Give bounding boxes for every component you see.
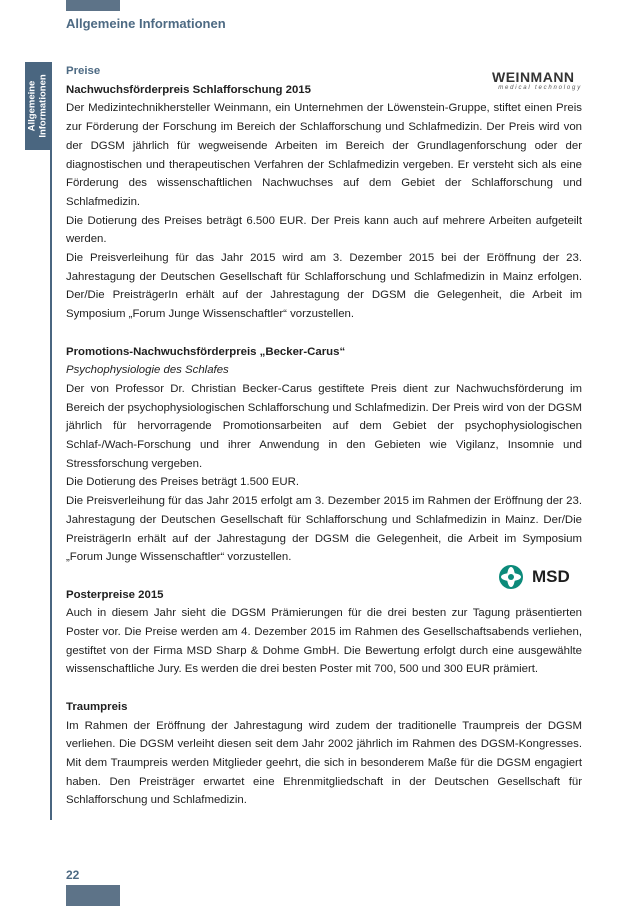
msd-logo: [496, 564, 582, 590]
side-rule: [50, 62, 52, 820]
paragraph: Im Rahmen der Eröffnung der Jahrestagung wird zudem der traditionelle Traumpreis der DGSM verliehen. Die DGSM verleiht diesen seit dem Jahr 2002 jährlich im Rahmen des DGSM-Kongresses. Mit dem Traumpreis werden Mitglieder geehrt, die sich in besonderem Maße für die DGSM engagiert haben. Den Preisträger erwartet eine Ehrenmitgliedschaft in der Deutschen Gesellschaft für Schlafforschung und Schlafmedizin.: [66, 719, 582, 807]
section-kicker: Preise: [66, 65, 101, 77]
section-title: Nachwuchsförderpreis Schlafforschung 2015: [66, 83, 311, 96]
msd-logo-name: MSD: [532, 566, 570, 586]
paragraph: Der von Professor Dr. Christian Becker-Carus gestiftete Preis dient zur Nachwuchsförderung im Bereich der psychophysiologischen Schlafforschung und Schlafmedizin. Der Preis wird von der DGSM jährlich für hervorragende Promotionsarbeiten auf dem Gebiet der psychophysiologischen Schlaf-/Wach-Forschung und ihrer Anwendung in den Gebieten wie Vigilanz, Insomnie und Stressforschung vergeben.: [66, 382, 582, 470]
page-number: 22: [66, 868, 80, 882]
page-header-title: Allgemeine Informationen: [66, 16, 226, 31]
paragraph: Die Preisverleihung für das Jahr 2015 erfolgt am 3. Dezember 2015 im Rahmen der Eröffnung der 23. Jahrestagung der Deutschen Gesellschaft für Schlafforschung und Schlafmedizin in Mainz. Der/Die PreisträgerIn erhält auf der Jahrestagung der DGSM die Gelegenheit, die Arbeit im Symposium „Forum Junge Wissenschaftler“ vorzustellen.: [66, 495, 582, 564]
weinmann-logo-name: WEINMANN: [492, 69, 575, 85]
side-tab-line-1: Allgemeine: [26, 80, 37, 132]
weinmann-logo-tagline: medical technology: [498, 85, 582, 91]
top-decor-bar: [66, 0, 120, 11]
section-subtitle: Psychophysiologie des Schlafes: [66, 364, 229, 377]
section-spacer: [66, 324, 582, 343]
section-title: Promotions-Nachwuchsförderpreis „Becker-Carus“: [66, 345, 346, 358]
main-content: [66, 62, 582, 810]
paragraph: Auch in diesem Jahr sieht die DGSM Prämierungen für die drei besten zur Tagung präsentierten Poster vor. Die Preise werden am 4. Dezember 2015 im Rahmen des Gesellschaftsabends verliehen, gestiftet von der Firma MSD Sharp & Dohme GmbH. Die Bewertung erfolgt durch eine ausgewählte wissenschaftliche Jury. Es werden die drei besten Poster mit 700, 500 und 300 EUR prämiert.: [66, 607, 582, 676]
side-tab-label: [27, 74, 48, 137]
section-title: Posterpreise 2015: [66, 588, 164, 601]
side-section-tab: [25, 62, 50, 150]
weinmann-logo: [492, 70, 582, 96]
side-tab-line-2: Informationen: [36, 74, 48, 138]
paragraph: Die Dotierung des Preises beträgt 6.500 EUR. Der Preis kann auch auf mehrere Arbeiten aufgeteilt werden.: [66, 214, 582, 246]
paragraph: Der Medizintechnikhersteller Weinmann, ein Unternehmen der Löwenstein-Gruppe, stiftet einen Preis zur Förderung der Forschung im Bereich der Schlafforschung und Schlafmedizin. Der Preis wird von der DGSM jährlich für wegweisende Arbeiten im Bereich der Grundlagenforschung oder der diagnostischen und therapeutischen Verfahren der Schlafmedizin vergeben. Er versteht sich als eine Förderung des wissenschaftlichen Nachwuchses auf dem Gebiet der Schlafforschung und Schlafmedizin.: [66, 102, 582, 208]
section-spacer: [66, 679, 582, 698]
msd-emblem-icon: [496, 564, 526, 590]
bottom-decor-bar: [66, 885, 120, 906]
section-posterpreise: [66, 586, 582, 680]
section-title: Traumpreis: [66, 700, 128, 713]
section-preise: [66, 62, 582, 324]
paragraph: Die Preisverleihung für das Jahr 2015 wird am 3. Dezember 2015 bei der Eröffnung der 23. Jahrestagung der Deutschen Gesellschaft für Schlafforschung und Schlafmedizin in Mainz erfolgen. Der/Die PreisträgerIn erhält auf der Jahrestagung der DGSM die Gelegenheit, die Arbeit im Symposium „Forum Junge Wissenschaftler“ vorzustellen.: [66, 252, 582, 321]
section-traumpreis: [66, 698, 582, 810]
paragraph: Die Dotierung des Preises beträgt 1.500 EUR.: [66, 476, 299, 489]
section-becker-carus: [66, 343, 582, 567]
